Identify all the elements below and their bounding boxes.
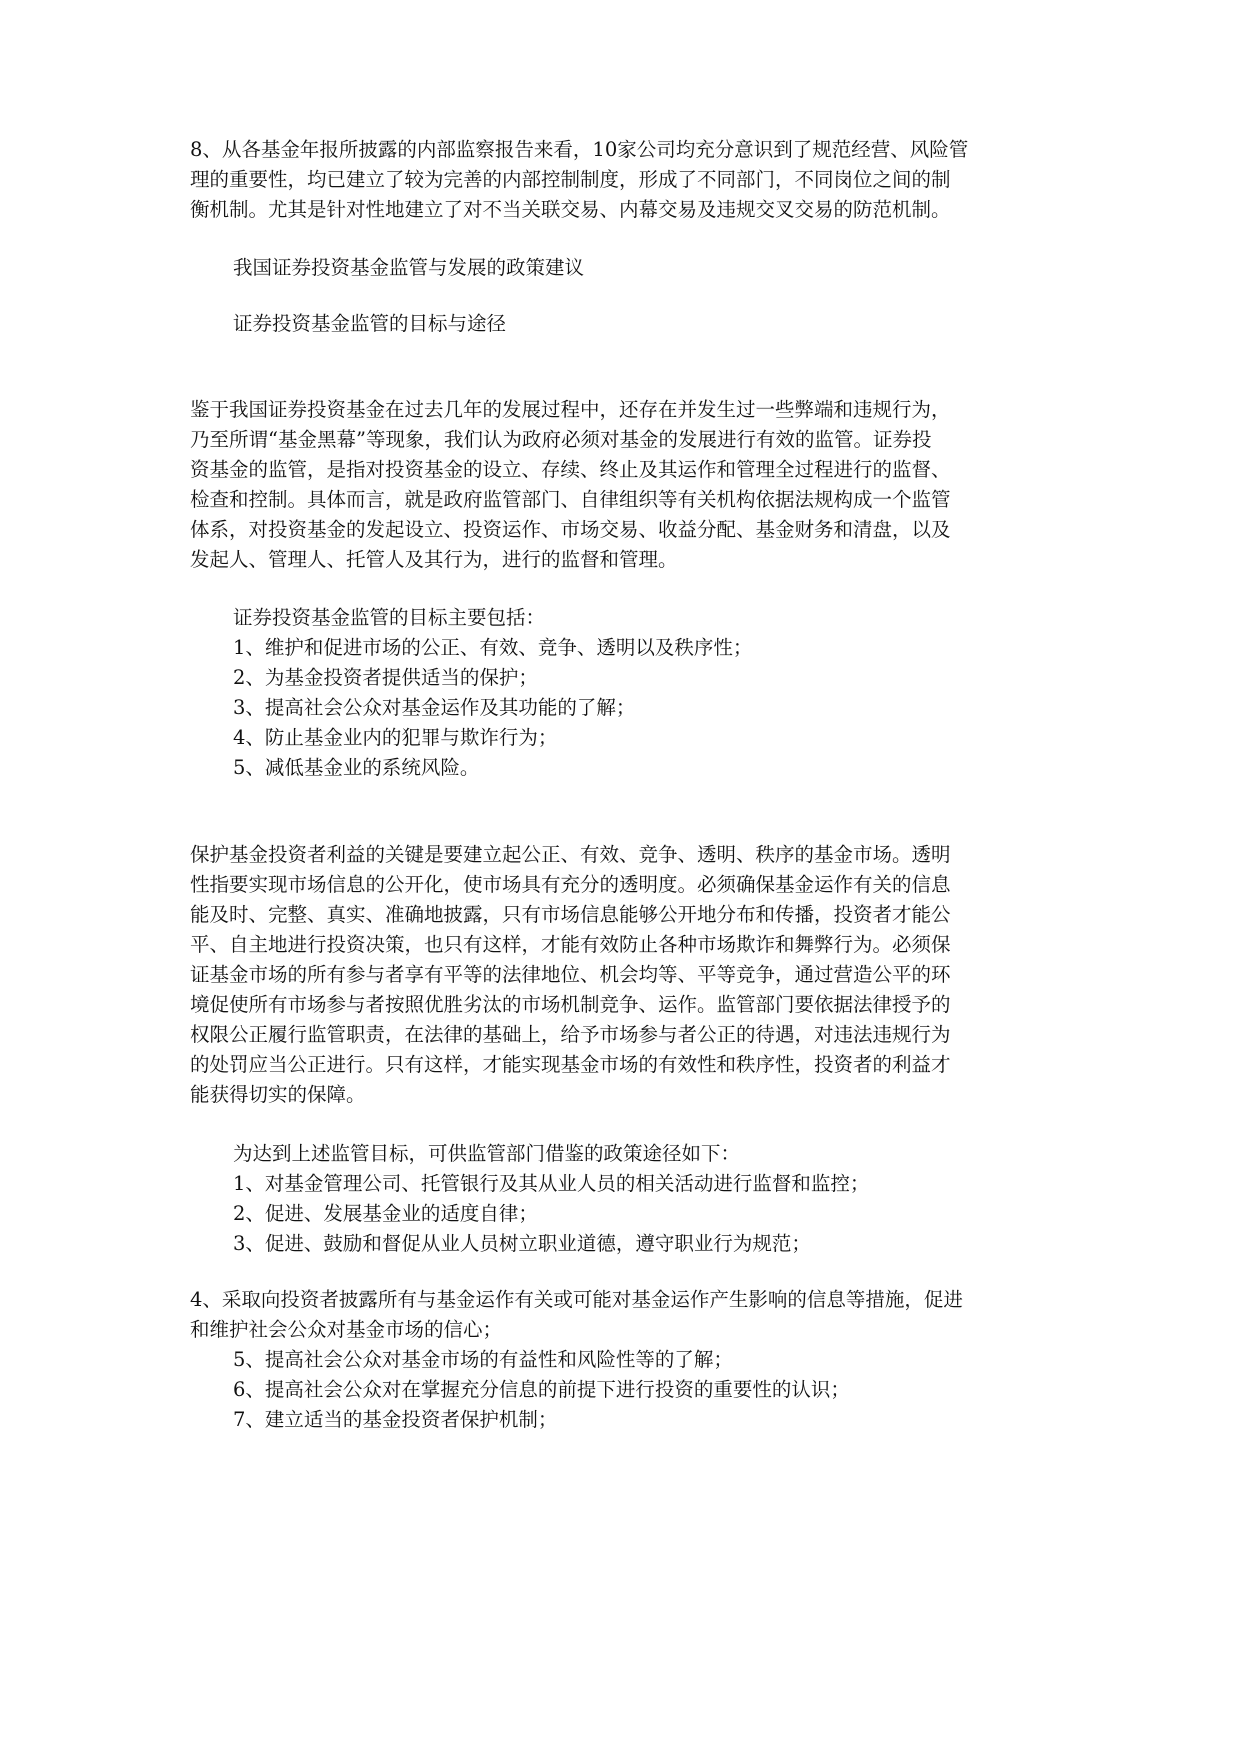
section-heading: 我国证券投资基金监管与发展的政策建议: [233, 256, 585, 279]
paragraph-line: 权限公正履行监管职责，在法律的基础上，给予市场参与者公正的待遇，对违法违规行为: [190, 1023, 951, 1046]
list-item: 6、提高社会公众对在掌握充分信息的前提下进行投资的重要性的认识；: [233, 1378, 850, 1401]
paragraph-line: 检查和控制。具体而言，就是政府监管部门、自律组织等有关机构依据法规构成一个监管: [190, 488, 951, 511]
paragraph-line: 乃至所谓“基金黑幕”等现象，我们认为政府必须对基金的发展进行有效的监管。证券投: [190, 428, 932, 451]
paragraph-line: 理的重要性，均已建立了较为完善的内部控制制度，形成了不同部门，不同岗位之间的制: [190, 168, 951, 191]
list-item: 5、提高社会公众对基金市场的有益性和风险性等的了解；: [233, 1348, 733, 1371]
paragraph-line: 8、从各基金年报所披露的内部监察报告来看，10家公司均充分意识到了规范经营、风险管: [190, 138, 969, 161]
list-item: 3、促进、鼓励和督促从业人员树立职业道德，遵守职业行为规范；: [233, 1232, 811, 1255]
list-item: 5、减低基金业的系统风险。: [233, 756, 480, 779]
paragraph-line: 能获得切实的保障。: [190, 1083, 366, 1106]
subsection-heading: 证券投资基金监管的目标与途径: [233, 312, 507, 335]
list-item: 7、建立适当的基金投资者保护机制；: [233, 1408, 558, 1431]
paragraph-line: 体系，对投资基金的发起设立、投资运作、市场交易、收益分配、基金财务和清盘，以及: [190, 518, 951, 541]
paragraph-line: 和维护社会公众对基金市场的信心；: [190, 1318, 503, 1341]
paragraph-line: 发起人、管理人、托管人及其行为，进行的监督和管理。: [190, 548, 678, 571]
paragraph-line: 证基金市场的所有参与者享有平等的法律地位、机会均等、平等竞争，通过营造公平的环: [190, 963, 951, 986]
paragraph-line: 资基金的监管，是指对投资基金的设立、存续、终止及其运作和管理全过程进行的监督、: [190, 458, 951, 481]
list-item: 3、提高社会公众对基金运作及其功能的了解；: [233, 696, 636, 719]
paragraph-line: 性指要实现市场信息的公开化，使市场具有充分的透明度。必须确保基金运作有关的信息: [190, 873, 951, 896]
paths-intro: 为达到上述监管目标，可供监管部门借鉴的政策途径如下：: [233, 1142, 741, 1165]
list-item: 2、促进、发展基金业的适度自律；: [233, 1202, 538, 1225]
goals-intro: 证券投资基金监管的目标主要包括：: [233, 606, 546, 629]
list-item: 2、为基金投资者提供适当的保护；: [233, 666, 538, 689]
paragraph-line: 衡机制。尤其是针对性地建立了对不当关联交易、内幕交易及违规交叉交易的防范机制。: [190, 198, 951, 221]
list-item: 1、对基金管理公司、托管银行及其从业人员的相关活动进行监督和监控；: [233, 1172, 870, 1195]
paragraph-line: 保护基金投资者利益的关键是要建立起公正、有效、竞争、透明、秩序的基金市场。透明: [190, 843, 951, 866]
paragraph-line: 的处罚应当公正进行。只有这样，才能实现基金市场的有效性和秩序性，投资者的利益才: [190, 1053, 951, 1076]
paragraph-line: 鉴于我国证券投资基金在过去几年的发展过程中，还存在并发生过一些弊端和违规行为，: [190, 398, 951, 421]
paragraph-line: 平、自主地进行投资决策，也只有这样，才能有效防止各种市场欺诈和舞弊行为。必须保: [190, 933, 951, 956]
list-item: 4、防止基金业内的犯罪与欺诈行为；: [233, 726, 558, 749]
list-item: 1、维护和促进市场的公正、有效、竞争、透明以及秩序性；: [233, 636, 753, 659]
paragraph-line: 能及时、完整、真实、准确地披露，只有市场信息能够公开地分布和传播，投资者才能公: [190, 903, 951, 926]
paragraph-line: 4、采取向投资者披露所有与基金运作有关或可能对基金运作产生影响的信息等措施，促进: [190, 1288, 963, 1311]
paragraph-line: 境促使所有市场参与者按照优胜劣汰的市场机制竞争、运作。监管部门要依据法律授予的: [190, 993, 951, 1016]
